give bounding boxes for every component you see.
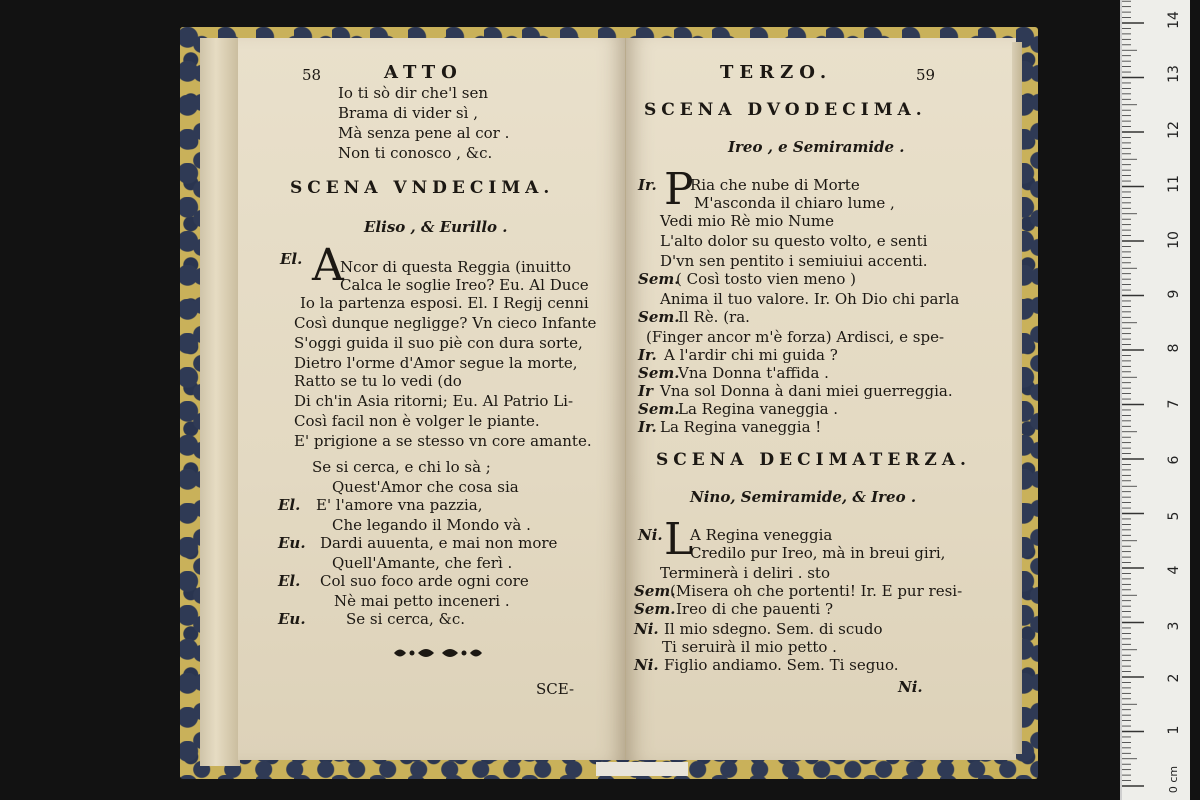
drop-cap: A: [312, 240, 344, 291]
speaker-label: Ir: [638, 382, 653, 400]
ruler-mark: 4: [1166, 565, 1182, 575]
ruler-mark: 6: [1166, 455, 1182, 465]
dialogue-line: Ria che nube di Morte: [690, 176, 860, 194]
song-line: Quell'Amante, che ferì .: [332, 554, 513, 572]
right-running-head: TERZO.: [720, 62, 833, 83]
speaker-label: Ni.: [638, 526, 663, 544]
song-line: E' l'amore vna pazzia,: [316, 496, 483, 514]
ruler-mark: 5: [1166, 511, 1182, 521]
song-line: Quest'Amor che cosa sia: [332, 478, 519, 496]
dialogue-line: Dietro l'orme d'Amor segue la morte,: [294, 354, 578, 372]
speaker-label: El.: [278, 496, 301, 514]
ruler-mark: 3: [1166, 621, 1182, 631]
scene-title: SCENA DVODECIMA.: [644, 100, 927, 120]
dialogue-line: (Finger ancor m'è forza) Ardisci, e spe-: [646, 328, 945, 346]
left-running-head: ATTO: [384, 62, 463, 83]
catchword: SCE-: [536, 680, 575, 698]
left-folio: 58: [302, 66, 322, 84]
dialogue-line: (Misera oh che portenti! Ir. E pur resi-: [670, 582, 963, 600]
ruler-mark: 9: [1166, 289, 1182, 299]
dialogue-line: E' prigione a se stesso vn core amante.: [294, 432, 592, 450]
ruler-mark: 14: [1166, 11, 1182, 29]
song-line: Se si cerca, e chi lo sà ;: [312, 458, 491, 476]
scene-characters-2: Nino, Semiramide, & Ireo .: [690, 488, 917, 506]
dialogue-line: Ncor di questa Reggia (inuitto: [340, 258, 571, 276]
ruler-unit-label: 0 cm: [1167, 765, 1181, 794]
scene-characters: Eliso , & Eurillo .: [364, 218, 508, 236]
page-stack-right: [1012, 42, 1022, 754]
dialogue-line: A Regina veneggia: [690, 526, 833, 544]
dialogue-line: Figlio andiamo. Sem. Ti seguo.: [664, 656, 899, 674]
dialogue-line: ( Così tosto vien meno ): [676, 270, 856, 288]
song-line: Dardi auuenta, e mai non more: [320, 534, 558, 552]
speaker-label: El.: [278, 572, 301, 590]
speaker-label: Sem.: [638, 308, 680, 326]
drop-cap: P: [664, 164, 694, 215]
dialogue-line: Anima il tuo valore. Ir. Oh Dio chi parla: [660, 290, 960, 308]
speaker-label: Ni.: [634, 620, 659, 638]
ruler-mark: 8: [1166, 343, 1182, 353]
verse-line: Non ti conosco , &c.: [338, 144, 493, 162]
speaker-label: Ir.: [638, 418, 657, 436]
dialogue-line: Il Rè. (ra.: [678, 308, 750, 326]
dialogue-line: A l'ardir chi mi guida ?: [664, 346, 838, 364]
speaker-label: Ir.: [638, 176, 657, 194]
ruler-mark: 10: [1166, 231, 1182, 249]
song-line: Nè mai petto inceneri .: [334, 592, 510, 610]
scale-ruler: [1120, 0, 1190, 800]
ruler-mark: 2: [1166, 673, 1182, 683]
dialogue-line: Ireo di che pauenti ?: [676, 600, 834, 618]
speaker-label: Sem.: [638, 364, 680, 382]
drop-cap: L: [664, 514, 694, 565]
dialogue-line: Così dunque negligge? Vn cieco Infante: [294, 314, 597, 332]
speaker-label: Eu.: [278, 534, 306, 552]
dialogue-line: Vna sol Donna à dani miei guerreggia.: [660, 382, 953, 400]
scene-title: SCENA VNDECIMA.: [290, 178, 555, 198]
book-headband: [596, 762, 688, 776]
ruler-mark: 11: [1166, 175, 1182, 193]
dialogue-line: Così facil non è volger le piante.: [294, 412, 540, 430]
dialogue-line: Terminerà i deliri . sto: [660, 564, 830, 582]
speaker-label: Ir.: [638, 346, 657, 364]
verse-line: Brama di vider sì ,: [338, 104, 478, 122]
dialogue-line: Ti seruirà il mio petto .: [662, 638, 837, 656]
speaker-label: Sem.: [634, 582, 676, 600]
song-line: Che legando il Mondo và .: [332, 516, 531, 534]
scene-title-2: SCENA DECIMATERZA.: [656, 450, 971, 470]
song-line: Se si cerca, &c.: [346, 610, 466, 628]
dialogue-line: La Regina vaneggia .: [678, 400, 839, 418]
ruler-mark: 7: [1166, 399, 1182, 409]
verse-line: Mà senza pene al cor .: [338, 124, 510, 142]
speaker-label: Sem.: [638, 400, 680, 418]
dialogue-line: S'oggi guida il suo piè con dura sorte,: [294, 334, 583, 352]
song-line: Col suo foco arde ogni core: [320, 572, 529, 590]
ruler-mark: 13: [1166, 65, 1182, 83]
dialogue-line: Di ch'in Asia ritorni; Eu. Al Patrio Li-: [294, 392, 574, 410]
speaker-label: Eu.: [278, 610, 306, 628]
dialogue-line: D'vn sen pentito i semiuiui accenti.: [660, 252, 928, 270]
printer-ornament: [390, 646, 486, 660]
dialogue-line: Credilo pur Ireo, mà in breui giri,: [690, 544, 946, 562]
dialogue-line: M'asconda il chiaro lume ,: [694, 194, 895, 212]
right-folio: 59: [916, 66, 936, 84]
dialogue-line: Vedi mio Rè mio Nume: [660, 212, 834, 230]
speaker-label: Sem.: [634, 600, 676, 618]
ruler-mark: 1: [1166, 725, 1182, 735]
dialogue-line: La Regina vaneggia !: [660, 418, 822, 436]
page-stack-left: [200, 38, 240, 766]
dialogue-line: Io la partenza esposi. El. I Regij cenni: [300, 294, 589, 312]
ruler-mark: 12: [1166, 121, 1182, 139]
speaker-label: El.: [280, 250, 303, 268]
speaker-label: Ni.: [634, 656, 659, 674]
dialogue-line: L'alto dolor su questo volto, e senti: [660, 232, 928, 250]
verse-line: Io ti sò dir che'l sen: [338, 84, 489, 102]
dialogue-line: Il mio sdegno. Sem. di scudo: [664, 620, 883, 638]
dialogue-line: Calca le soglie Ireo? Eu. Al Duce: [340, 276, 589, 294]
right-page: [626, 38, 1016, 760]
dialogue-line: Vna Donna t'affida .: [678, 364, 829, 382]
speaker-label: Sem.: [638, 270, 680, 288]
scene-characters: Ireo , e Semiramide .: [728, 138, 905, 156]
dialogue-line: Ratto se tu lo vedi (do: [294, 372, 462, 390]
catchword: Ni.: [898, 678, 923, 696]
